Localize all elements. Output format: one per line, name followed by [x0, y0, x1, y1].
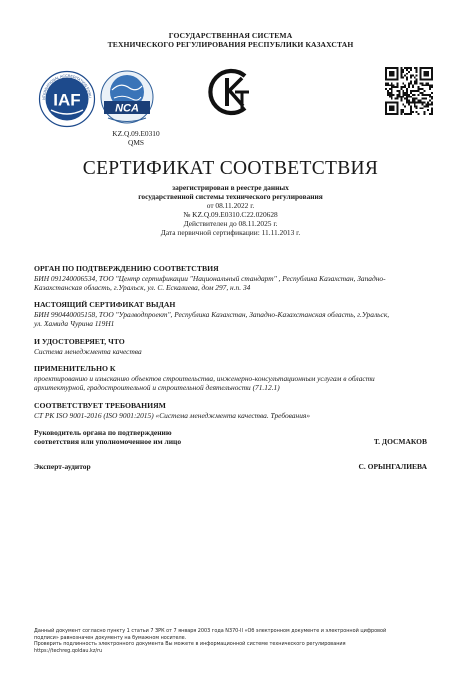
iaf-logo-text: IAF: [53, 90, 81, 110]
issued-to-heading: НАСТОЯЩИЙ СЕРТИФИКАТ ВЫДАН: [34, 300, 176, 309]
valid-until: Действителен до 08.11.2025 г.: [183, 219, 278, 228]
footer-line-3: Проверить подлинность электронного документа Вы можете в информационной системе технического регулирования: [34, 641, 346, 647]
registry-date: от 08.11.2022 г.: [206, 201, 255, 210]
registration-type: QMS: [127, 138, 145, 147]
certification-body-line-2: Казахстанская область, г.Уральск, ул. С. Ескалиева, дом 297, н.п. 34: [34, 283, 251, 292]
expert-name: С. ОРЫНГАЛИЕВА: [358, 462, 427, 471]
certificate-number: № KZ.Q.09.E0310.C22.020628: [183, 210, 278, 219]
iaf-ring-text: NTERNATIONAL ACCREDITATION FORU: [41, 73, 92, 100]
expert-label: Эксперт-аудитор: [34, 462, 91, 471]
issued-to-line-2: ул. Хамида Чурина 119Н1: [34, 319, 115, 328]
head-label-line-2: соответствия или уполномоченное им лицо: [34, 437, 182, 446]
certificate-title: СЕРТИФИКАТ СООТВЕТСТВИЯ: [82, 158, 379, 179]
registry-line-1: зарегистрирован в реестре данных: [172, 183, 289, 192]
nca-logo-text: NCA: [115, 102, 139, 115]
footer-line-1: Данный документ согласно пункту 1 статьи 7 ЗРК от 7 января 2003 года N370-II «Об электронном документе и электронной цифровой: [34, 628, 387, 634]
iaf-logo: [38, 70, 96, 128]
initial-certification-date: Дата первичной сертификации: 11.11.2013 г.: [160, 228, 301, 237]
applicable-line-2: архитектурной, градостроительной и строительной деятельности (71.12.1): [34, 383, 280, 392]
head-name: Т. ДОСМАКОВ: [373, 437, 427, 446]
requirements-heading: СООТВЕТСТВУЕТ ТРЕБОВАНИЯМ: [34, 401, 166, 410]
applicable-line-1: проектированию и изысканию объектов строительства, инженерно-консультационным услугам в области: [34, 374, 375, 383]
qr-code: [385, 67, 433, 115]
header-line-1: ГОСУДАРСТВЕННАЯ СИСТЕМА: [168, 31, 293, 40]
requirements-value: СТ РК ISO 9001-2016 (ISO 9001:2015) «Система менеджмента качества. Требования»: [34, 411, 311, 420]
certifies-value: Система менеджмента качества: [34, 347, 142, 356]
registry-line-2: государственной системы технического регулирования: [138, 192, 323, 201]
certification-body-heading: ОРГАН ПО ПОДТВЕРЖДЕНИЮ СООТВЕТСТВИЯ: [34, 264, 219, 273]
footer-verification-link[interactable]: https://techreg.qoldau.kz/ru: [34, 647, 103, 654]
certification-body-line-1: БИН 091240006534, ТОО "Центр сертификации "Национальный стандарт" , Республика Казахстан, Западно-: [34, 274, 386, 283]
header-line-2: ТЕХНИЧЕСКОГО РЕГУЛИРОВАНИЯ РЕСПУБЛИКИ КАЗАХСТАН: [107, 40, 354, 49]
nca-logo: [98, 68, 156, 128]
applicable-heading: ПРИМЕНИТЕЛЬНО К: [34, 364, 116, 373]
certifies-heading: И УДОСТОВЕРЯЕТ, ЧТО: [34, 337, 125, 346]
footer-line-2: подписи» равнозначен документу на бумажном носителе.: [34, 634, 187, 641]
kz-conformity-mark: [205, 66, 255, 118]
issued-to-line-1: БИН 990440005158, ТОО "Уралводпроект", Республика Казахстан, Западно-Казахстанская область, г.Уральск,: [34, 310, 390, 319]
registration-number: KZ.Q.09.E0310: [112, 129, 160, 138]
head-label-line-1: Руководитель органа по подтверждению: [34, 428, 172, 437]
